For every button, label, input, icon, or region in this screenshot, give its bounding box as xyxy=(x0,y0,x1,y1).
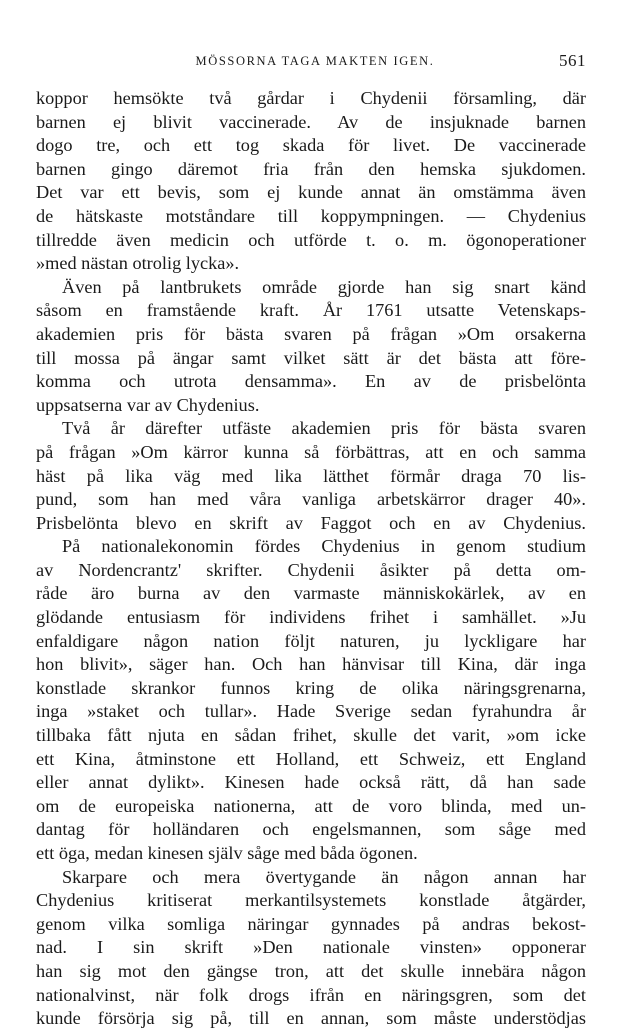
text-line: råde äro burna av den varmaste människokärlek, av en xyxy=(36,583,586,604)
text-line: barnen gingo däremot fria från den hemska sjukdomen. xyxy=(36,158,586,179)
running-head: MÖSSORNA TAGA MAKTEN IGEN. xyxy=(195,54,435,68)
text-line: uppsatserna var av Chydenius. xyxy=(36,394,260,415)
text-line: tillredde även medicin och utförde t. o. m. ögonoperationer xyxy=(36,229,586,250)
text-line: enfaldigare någon nation följt naturen, ju lyckligare har xyxy=(36,630,586,651)
text-line: de hätskaste motståndare till koppympningen. — Chydenius xyxy=(36,205,586,226)
text-line: ett öga, medan kinesen själv såge med båda ögonen. xyxy=(36,843,418,863)
text-line: Även på lantbrukets område gjorde han sig snart känd xyxy=(62,276,586,297)
page-header xyxy=(36,50,586,72)
text-line: Prisbelönta blevo en skrift av Faggot och en av Chydenius. xyxy=(36,512,586,533)
text-line: genom vilka somliga näringar gynnades på andras bekost- xyxy=(36,913,586,934)
text-line: Det var ett bevis, som ej kunde annat än omstämma även xyxy=(36,182,586,203)
text-line: nad. I sin skrift »Den nationale vinsten» opponerar xyxy=(36,937,586,958)
text-line: såsom en framstående kraft. År 1761 utsatte Vetenskaps- xyxy=(36,300,586,321)
text-line: akademien pris för bästa svaren på frågan »Om orsakerna xyxy=(36,323,586,344)
text-line: koppor hemsökte två gårdar i Chydenii församling, där xyxy=(36,88,586,108)
text-line: av Nordencrantz' skrifter. Chydenii åsikter på detta om- xyxy=(36,559,586,580)
text-line: komma och utrota densamma». En av de prisbelönta xyxy=(36,371,586,392)
text-line: inga »staket och tullar». Hade Sverige sedan fyrahundra år xyxy=(36,701,586,722)
text-line: »med nästan otrolig lycka». xyxy=(36,253,240,274)
text-line: dantag för holländaren och engelsmannen, som såge med xyxy=(36,819,586,840)
text-line: ett Kina, åtminstone ett Holland, ett Schweiz, ett England xyxy=(36,748,586,769)
text-line: nationalvinst, när folk drogs ifrån en näringsgren, som det xyxy=(36,984,586,1005)
text-line: dogo tre, och ett tog skada för livet. De vaccinerade xyxy=(36,135,586,156)
text-line: tillbaka fått njuta en sådan frihet, skulle det varit, »om icke xyxy=(36,725,586,746)
text-line: om de europeiska nationerna, att de voro blinda, med un- xyxy=(36,795,586,816)
text-line: Två år därefter utfäste akademien pris för bästa svaren xyxy=(62,418,586,439)
text-line: pund, som han med våra vanliga arbetskärror drager 40». xyxy=(36,489,586,510)
text-line: barnen ej blivit vaccinerade. Av de insjuknade barnen xyxy=(36,111,586,132)
text-line: kunde försörja sig på, till en annan, som måste understödjas xyxy=(36,1008,586,1029)
text-line: konstlade skrankor funnos kring de olika näringsgrenarna, xyxy=(36,677,586,698)
text-line: hon blivit», säger han. Och han hänvisar till Kina, där inga xyxy=(36,654,586,675)
text-line: han sig mot den gängse tron, att det skulle innebära någon xyxy=(36,960,586,981)
text-line: På nationalekonomin fördes Chydenius in genom studium xyxy=(62,536,586,557)
text-line: häst på lika väg med lika lätthet förmår draga 70 lis- xyxy=(36,465,586,486)
text-line: på frågan »Om kärror kunna så förbättras, att en och samma xyxy=(36,441,586,462)
text-line: Chydenius kritiserat merkantilsystemets konstlade åtgärder, xyxy=(36,890,586,911)
text-line: till mossa på ängar samt vilket sätt är det bästa att före- xyxy=(36,347,586,368)
page-number: 561 xyxy=(559,51,586,70)
body-text xyxy=(36,87,586,1031)
text-line: Skarpare och mera övertygande än någon annan har xyxy=(62,866,586,887)
text-line: eller annat dylikt». Kinesen hade också rätt, då han sade xyxy=(36,772,586,793)
text-line: glödande entusiasm för individens frihet i samhället. »Ju xyxy=(36,607,586,628)
